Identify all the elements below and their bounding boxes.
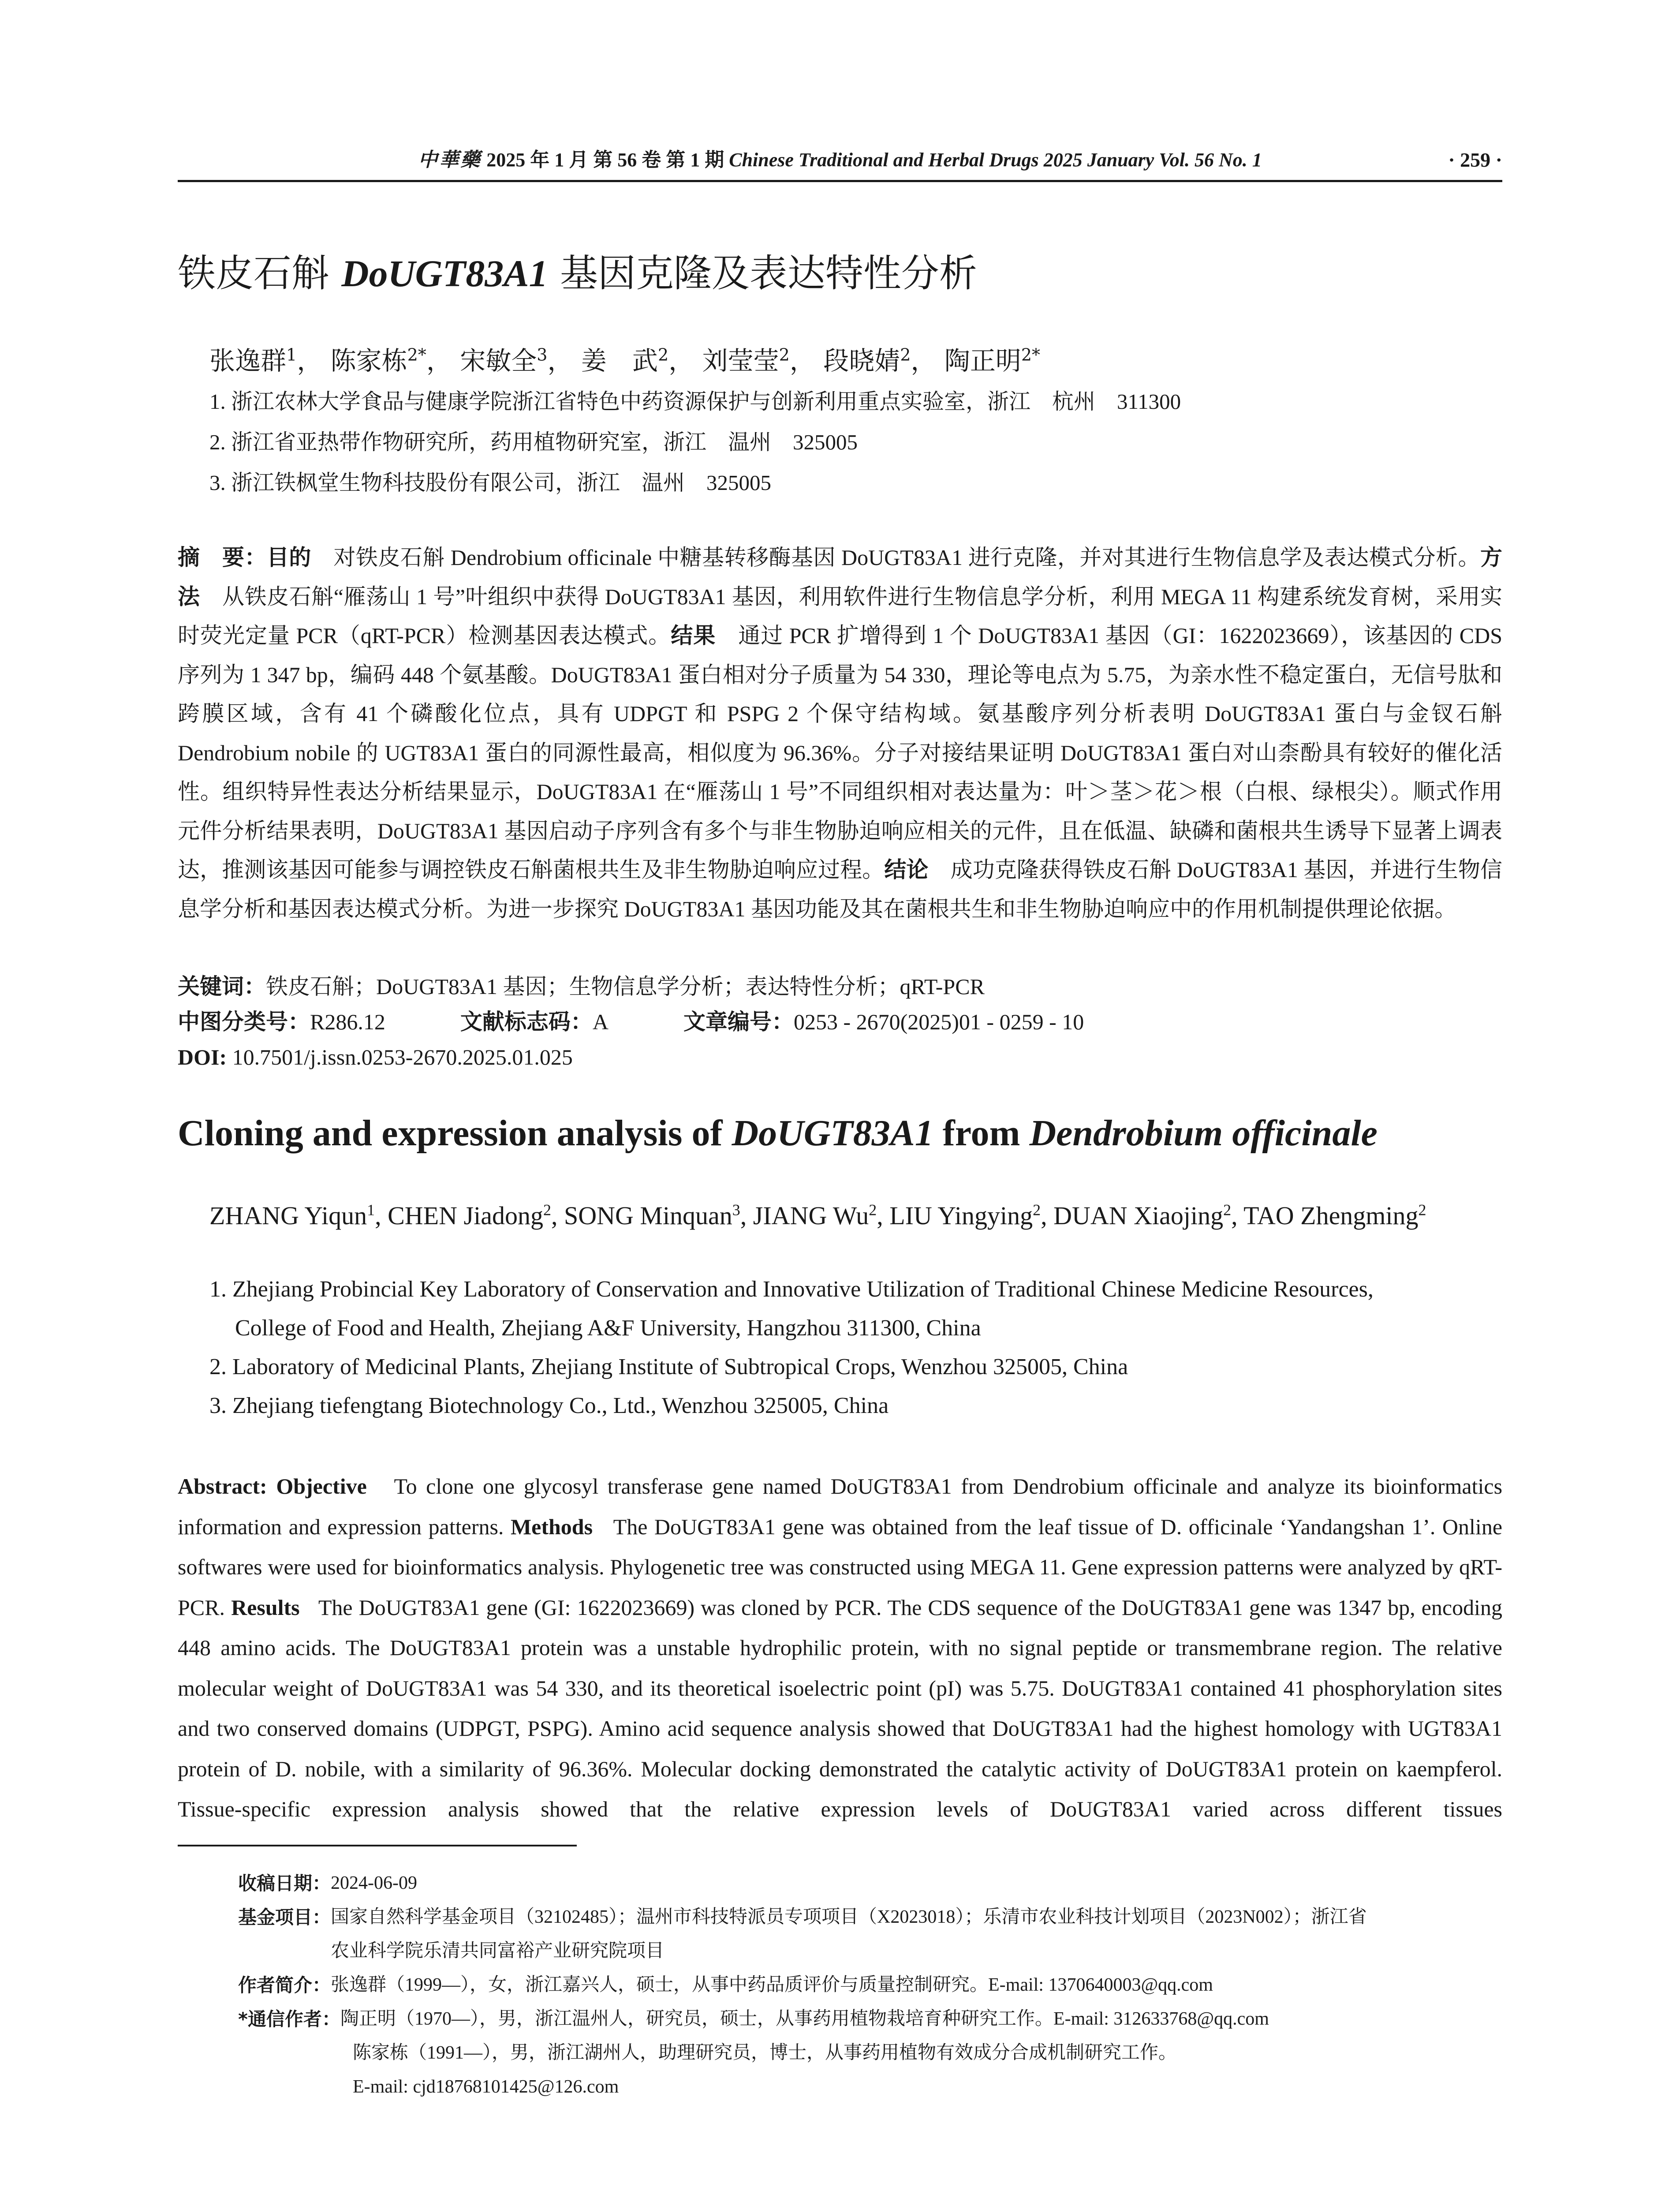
- methods-label-en: Methods: [510, 1514, 593, 1539]
- abstract-en: [178, 1466, 1502, 1830]
- methods-cn: 从铁皮石斛“雁荡山 1 号”叶组织中获得 DoUGT83A1 基因，利用软件进行生物信息学分析，利用 MEGA 11 构建系统发育树，采用实时荧光定量 PCR（qRT-PCR）检测基因表达模式。: [178, 584, 1503, 648]
- running-header-text: [178, 140, 1502, 180]
- title-en: [178, 1107, 1502, 1160]
- footnote-corresponding-2: 陈家栋（1991—），男，浙江湖州人，助理研究员，博士，从事药用植物有效成分合成机制研究工作。: [353, 2043, 1177, 2063]
- keywords-label: 关键词：: [178, 974, 266, 999]
- footnotes: [238, 1866, 1502, 2104]
- title-cn: [178, 247, 1502, 300]
- author-cn: 段晓婧$^2$: [823, 345, 911, 376]
- classification-line: [178, 1003, 1502, 1040]
- affiliations-en: [209, 1270, 1502, 1425]
- author-en: CHEN Jiadong$^2$: [388, 1201, 551, 1230]
- results-label-en: Results: [231, 1595, 300, 1620]
- footnote-divider: [178, 1845, 577, 1846]
- conclusion-cn: 成功克隆获得铁皮石斛 DoUGT83A1 基因，并进行生物信息学分析和基因表达模式分析。为进一步探究 DoUGT83A1 基因功能及其在菌根共生和非生物胁迫响应中的作用机制提供理论依据。: [178, 857, 1503, 921]
- title-cn-prefix: 铁皮石斛: [178, 251, 342, 295]
- keywords-cn: [178, 968, 1502, 1005]
- footnote-author: 作者简介： 张逸群（1999—），女，浙江嘉兴人，硕士，从事中药品质评价与质量控制研究。E-mail: 1370640003@qq.com: [238, 1974, 1213, 1996]
- clc-value: R286.12: [310, 1009, 385, 1034]
- title-en-part1: Cloning and expression analysis of: [178, 1113, 732, 1154]
- issue-en: Chinese Traditional and Herbal Drugs 2025 January Vol. 56 No. 1: [729, 149, 1262, 171]
- author-cn: 刘莹莹$^2$: [702, 345, 790, 376]
- author-cn: 姜 武$^2$: [581, 345, 669, 376]
- affiliation-en: 3. Zhejiang tiefengtang Biotechnology Co., Ltd., Wenzhou 325005, China: [209, 1393, 889, 1418]
- objective-label-cn: 目的: [266, 545, 311, 570]
- affiliation-cn: 1. 浙江农林大学食品与健康学院浙江省特色中药资源保护与创新利用重点实验室，浙江 杭州 311300: [209, 389, 1181, 414]
- author-en: TAO Zhengming$^2$: [1243, 1201, 1426, 1230]
- objective-en: To clone one glycosyl transferase gene named DoUGT83A1 from Dendrobium officinale and analyze its bioinformatics information and expression patterns.: [178, 1474, 1503, 1539]
- author-en: LIU Yingying$^2$: [889, 1201, 1041, 1230]
- doi-value: 10.7501/j.issn.0253-2670.2025.01.025: [227, 1045, 573, 1069]
- results-cn: 通过 PCR 扩增得到 1 个 DoUGT83A1 基因（GI：1622023669），该基因的 CDS 序列为 1 347 bp，编码 448 个氨基酸。DoUGT83A1 蛋白相对分子质量为 54 330，理论等电点为 5.75，为亲水性不稳定蛋白，无信号肽和跨膜区域，含有 41 个磷酸化位点，具有 UDPGT 和 PSPG 2 个保守结构域。氨基酸序列分析表明 DoUGT83A1 蛋白与金钗石斛 Dendrobium nobile 的 UGT83A1 蛋白的同源性最高，相似度为 96.36%。分子对接结果证明 DoUGT83A1 蛋白对山柰酚具有较好的催化活性。组织特异性表达分析结果显示，DoUGT83A1 在“雁荡山 1 号”不同组织相对表达量为：叶＞茎＞花＞根（白根、绿根尖）。顺式作用元件分析结果表明，DoUGT83A1 基因启动子序列含有多个与非生物胁迫响应相关的元件，且在低温、缺磷和菌根共生诱导下显著上调表达，推测该基因可能参与调控铁皮石斛菌根共生及非生物胁迫响应过程。: [178, 623, 1502, 882]
- title-en-gene: DoUGT83A1: [732, 1113, 933, 1154]
- running-header: [178, 140, 1502, 182]
- methods-label-cn: 方法: [178, 545, 1503, 609]
- title-cn-gene: DoUGT83A1: [341, 252, 548, 295]
- journal-logo: 中華藥: [418, 149, 482, 171]
- author-cn: 陈家栋$^{2*}$: [330, 345, 426, 376]
- footnote-received: 收稿日期： 2024-06-09: [238, 1872, 417, 1894]
- abstract-en-label: Abstract:: [178, 1474, 267, 1499]
- affiliation-cn: 2. 浙江省亚热带作物研究所，药用植物研究室，浙江 温州 325005: [209, 430, 858, 454]
- doc-code-label: 文献标志码：: [460, 1009, 593, 1035]
- affiliation-en: 2. Laboratory of Medicinal Plants, Zhejiang Institute of Subtropical Crops, Wenzhou 325005, China: [209, 1354, 1128, 1379]
- author-en: JIANG Wu$^2$: [753, 1201, 877, 1230]
- affiliation-cn: 3. 浙江铁枫堂生物科技股份有限公司，浙江 温州 325005: [209, 471, 772, 495]
- article-no-value: 0253 - 2670(2025)01 - 0259 - 10: [793, 1009, 1084, 1034]
- issue-cn: 2025 年 1 月 第 56 卷 第 1 期: [486, 149, 724, 171]
- author-cn: 宋敏全$^3$: [460, 345, 548, 376]
- doc-code-value: A: [592, 1009, 609, 1034]
- footnote-corresponding-email: E-mail: cjd18768101425@126.com: [353, 2077, 619, 2097]
- methods-en: The DoUGT83A1 gene was obtained from the leaf tissue of D. officinale ‘Yandangshan 1’. Online softwares were used for bioinformatics analysis. Phylogenetic tree was constructed using MEGA 11. Gene expression patterns were analyzed by qRT-PCR.: [178, 1514, 1503, 1620]
- objective-label-en: Objective: [276, 1474, 367, 1499]
- page-number: · 259 ·: [1448, 149, 1502, 171]
- title-cn-suffix: 基因克隆及表达特性分析: [548, 251, 977, 295]
- author-en: DUAN Xiaojing$^2$: [1053, 1201, 1232, 1230]
- author-cn: 陶正明$^{2*}$: [944, 345, 1041, 376]
- footnote-corresponding: *通信作者： 陶正明（1970—），男，浙江温州人，研究员，硕士，从事药用植物栽培育种研究工作。E-mail: 312633768@qq.com: [238, 2008, 1269, 2030]
- authors-cn: 张逸群$^1$， 陈家栋$^{2*}$， 宋敏全$^3$， 姜 武$^2$， 刘莹莹$^2$， 段晓婧$^2$， 陶正明$^{2*}$: [209, 345, 1041, 376]
- footnote-fund: 基金项目： 国家自然科学基金项目（32102485）；温州市科技特派员专项项目（X2023018）；乐清市农业科技计划项目（2023N002）；浙江省 农业科学院乐清共同富裕产业研究院项目: [238, 1906, 1367, 1961]
- keywords-text: 铁皮石斛；DoUGT83A1 基因；生物信息学分析；表达特性分析；qRT-PCR: [266, 974, 985, 999]
- author-cn: 张逸群$^1$: [209, 345, 297, 376]
- abstract-cn-label: 摘 要：: [178, 545, 267, 570]
- objective-cn: 对铁皮石斛 Dendrobium officinale 中糖基转移酶基因 DoUGT83A1 进行克隆，并对其进行生物信息学及表达模式分析。: [311, 545, 1481, 570]
- results-label-cn: 结果: [671, 623, 716, 648]
- author-en: SONG Minquan$^3$: [564, 1201, 740, 1230]
- affiliation-en: 1. Zhejiang Probincial Key Laboratory of Conservation and Innovative Utilization of Traditional Chinese Medicine Resources, College of Food and Health, Zhejiang A&F University, Hangzhou 311300, China: [209, 1277, 1374, 1341]
- title-en-part2: from: [933, 1113, 1030, 1154]
- doi-line: [178, 1039, 1502, 1076]
- title-en-species: Dendrobium officinale: [1029, 1113, 1378, 1154]
- doi-label: DOI:: [178, 1045, 227, 1069]
- article-no-label: 文章编号：: [683, 1009, 794, 1035]
- affiliations-cn: [209, 381, 1502, 503]
- conclusion-label-cn: 结论: [884, 857, 929, 882]
- abstract-cn: [178, 538, 1502, 928]
- authors-en: ZHANG Yiqun$^1$, CHEN Jiadong$^2$, SONG Minquan$^3$, JIANG Wu$^2$, LIU Yingying$^2$, DUAN Xiaojing$^2$, TAO Zhengming$^2$: [209, 1201, 1426, 1230]
- results-en: The DoUGT83A1 gene (GI: 1622023669) was cloned by PCR. The CDS sequence of the DoUGT83A1 gene was 1347 bp, encoding 448 amino acids. The DoUGT83A1 protein was a unstable hydrophilic protein, with no signal peptide or transmembrane region. The relative molecular weight of DoUGT83A1 was 54 330, and its theoretical isoelectric point (pI) was 5.75. DoUGT83A1 contained 41 phosphorylation sites and two conserved domains (UDPGT, PSPG). Amino acid sequence analysis showed that DoUGT83A1 had the highest homology with UGT83A1 protein of D. nobile, with a similarity of 96.36%. Molecular docking demonstrated the catalytic activity of DoUGT83A1 protein on kaempferol. Tissue-specific expression analysis showed that the relative expression levels of DoUGT83A1 varied across different tissues: [178, 1595, 1503, 1821]
- clc-label: 中图分类号：: [178, 1009, 310, 1035]
- author-en: ZHANG Yiqun$^1$: [209, 1201, 375, 1230]
